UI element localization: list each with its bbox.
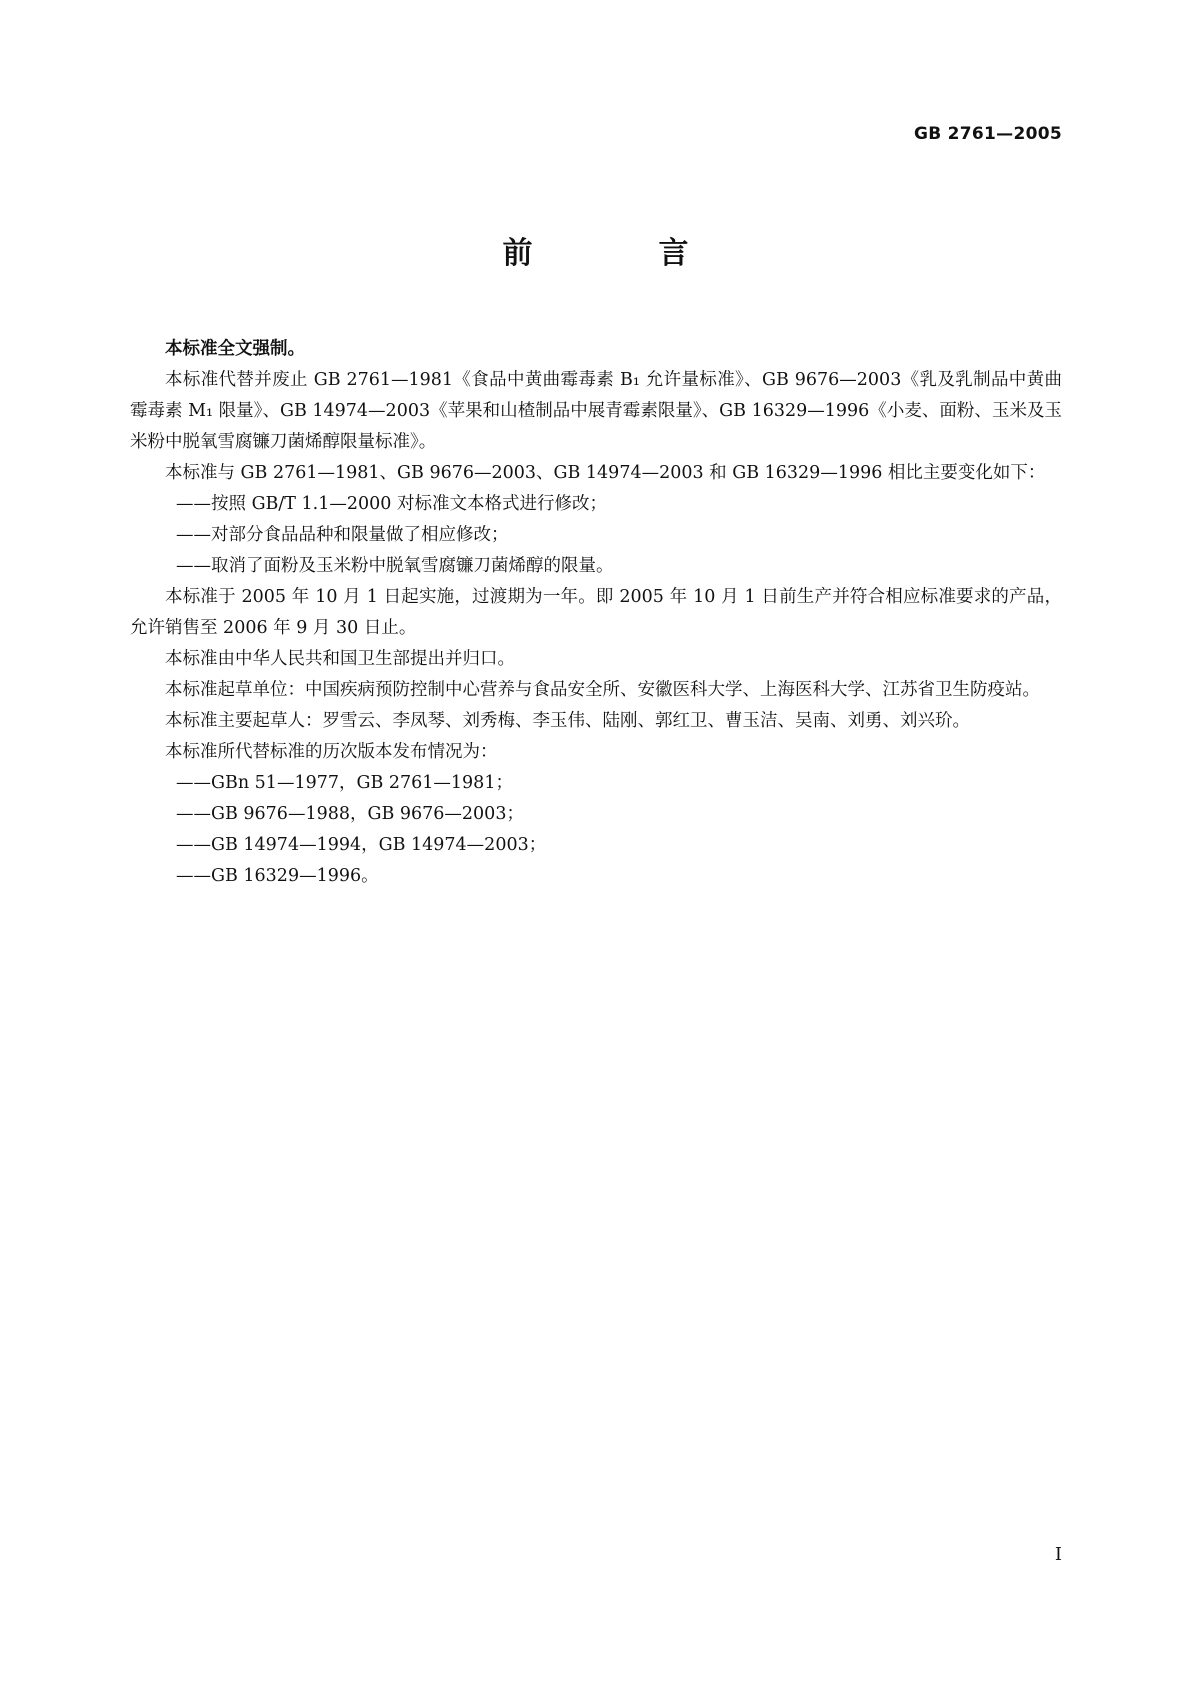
proposer-paragraph: 本标准由中华人民共和国卫生部提出并归口。 (165, 649, 515, 669)
implementation-paragraph: 本标准于 2005 年 10 月 1 日起实施，过渡期为一年。即 2005 年 10 月 1 日前生产并符合相应标准要求的产品，允许销售至 2006 年 9 月 30 日止。 (130, 587, 1062, 638)
history-item: ——GBn 51—1977，GB 2761—1981； (176, 773, 513, 793)
replacement-paragraph: 本标准代替并废止 GB 2761—1981《食品中黄曲霉毒素 B₁ 允许量标准》、GB 9676—2003《乳及乳制品中黄曲霉毒素 M₁ 限量》、GB 14974—2003《苹果和山楂制品中展青霉素限量》、GB 16329—1996《小麦、面粉、玉米及玉米粉中脱氧雪腐镰刀菌烯醇限量标准》。 (130, 370, 1062, 452)
history-intro-paragraph: 本标准所代替标准的历次版本发布情况为： (165, 742, 498, 762)
page-number: I (1054, 1544, 1062, 1565)
change-item: ——按照 GB/T 1.1—2000 对标准文本格式进行修改； (176, 494, 607, 514)
history-item: ——GB 14974—1994，GB 14974—2003； (176, 835, 547, 855)
drafters-paragraph: 本标准主要起草人：罗雪云、李凤琴、刘秀梅、李玉伟、陆刚、郭红卫、曹玉洁、吴南、刘勇、刘兴玠。 (165, 711, 970, 731)
change-item: ——取消了面粉及玉米粉中脱氧雪腐镰刀菌烯醇的限量。 (176, 556, 614, 576)
mandatory-statement: 本标准全文强制。 (165, 339, 305, 359)
page-title: 前 言 (502, 236, 737, 271)
history-item: ——GB 9676—1988，GB 9676—2003； (176, 804, 524, 824)
history-item: ——GB 16329—1996。 (176, 866, 379, 886)
foreword-body (130, 334, 1062, 892)
change-item: ——对部分食品品种和限量做了相应修改； (176, 525, 509, 545)
standard-code: GB 2761—2005 (913, 124, 1062, 144)
changes-intro-paragraph: 本标准与 GB 2761—1981、GB 9676—2003、GB 14974—2003 和 GB 16329—1996 相比主要变化如下： (165, 463, 1046, 483)
drafting-units-paragraph: 本标准起草单位：中国疾病预防控制中心营养与食品安全所、安徽医科大学、上海医科大学、江苏省卫生防疫站。 (165, 680, 1040, 700)
